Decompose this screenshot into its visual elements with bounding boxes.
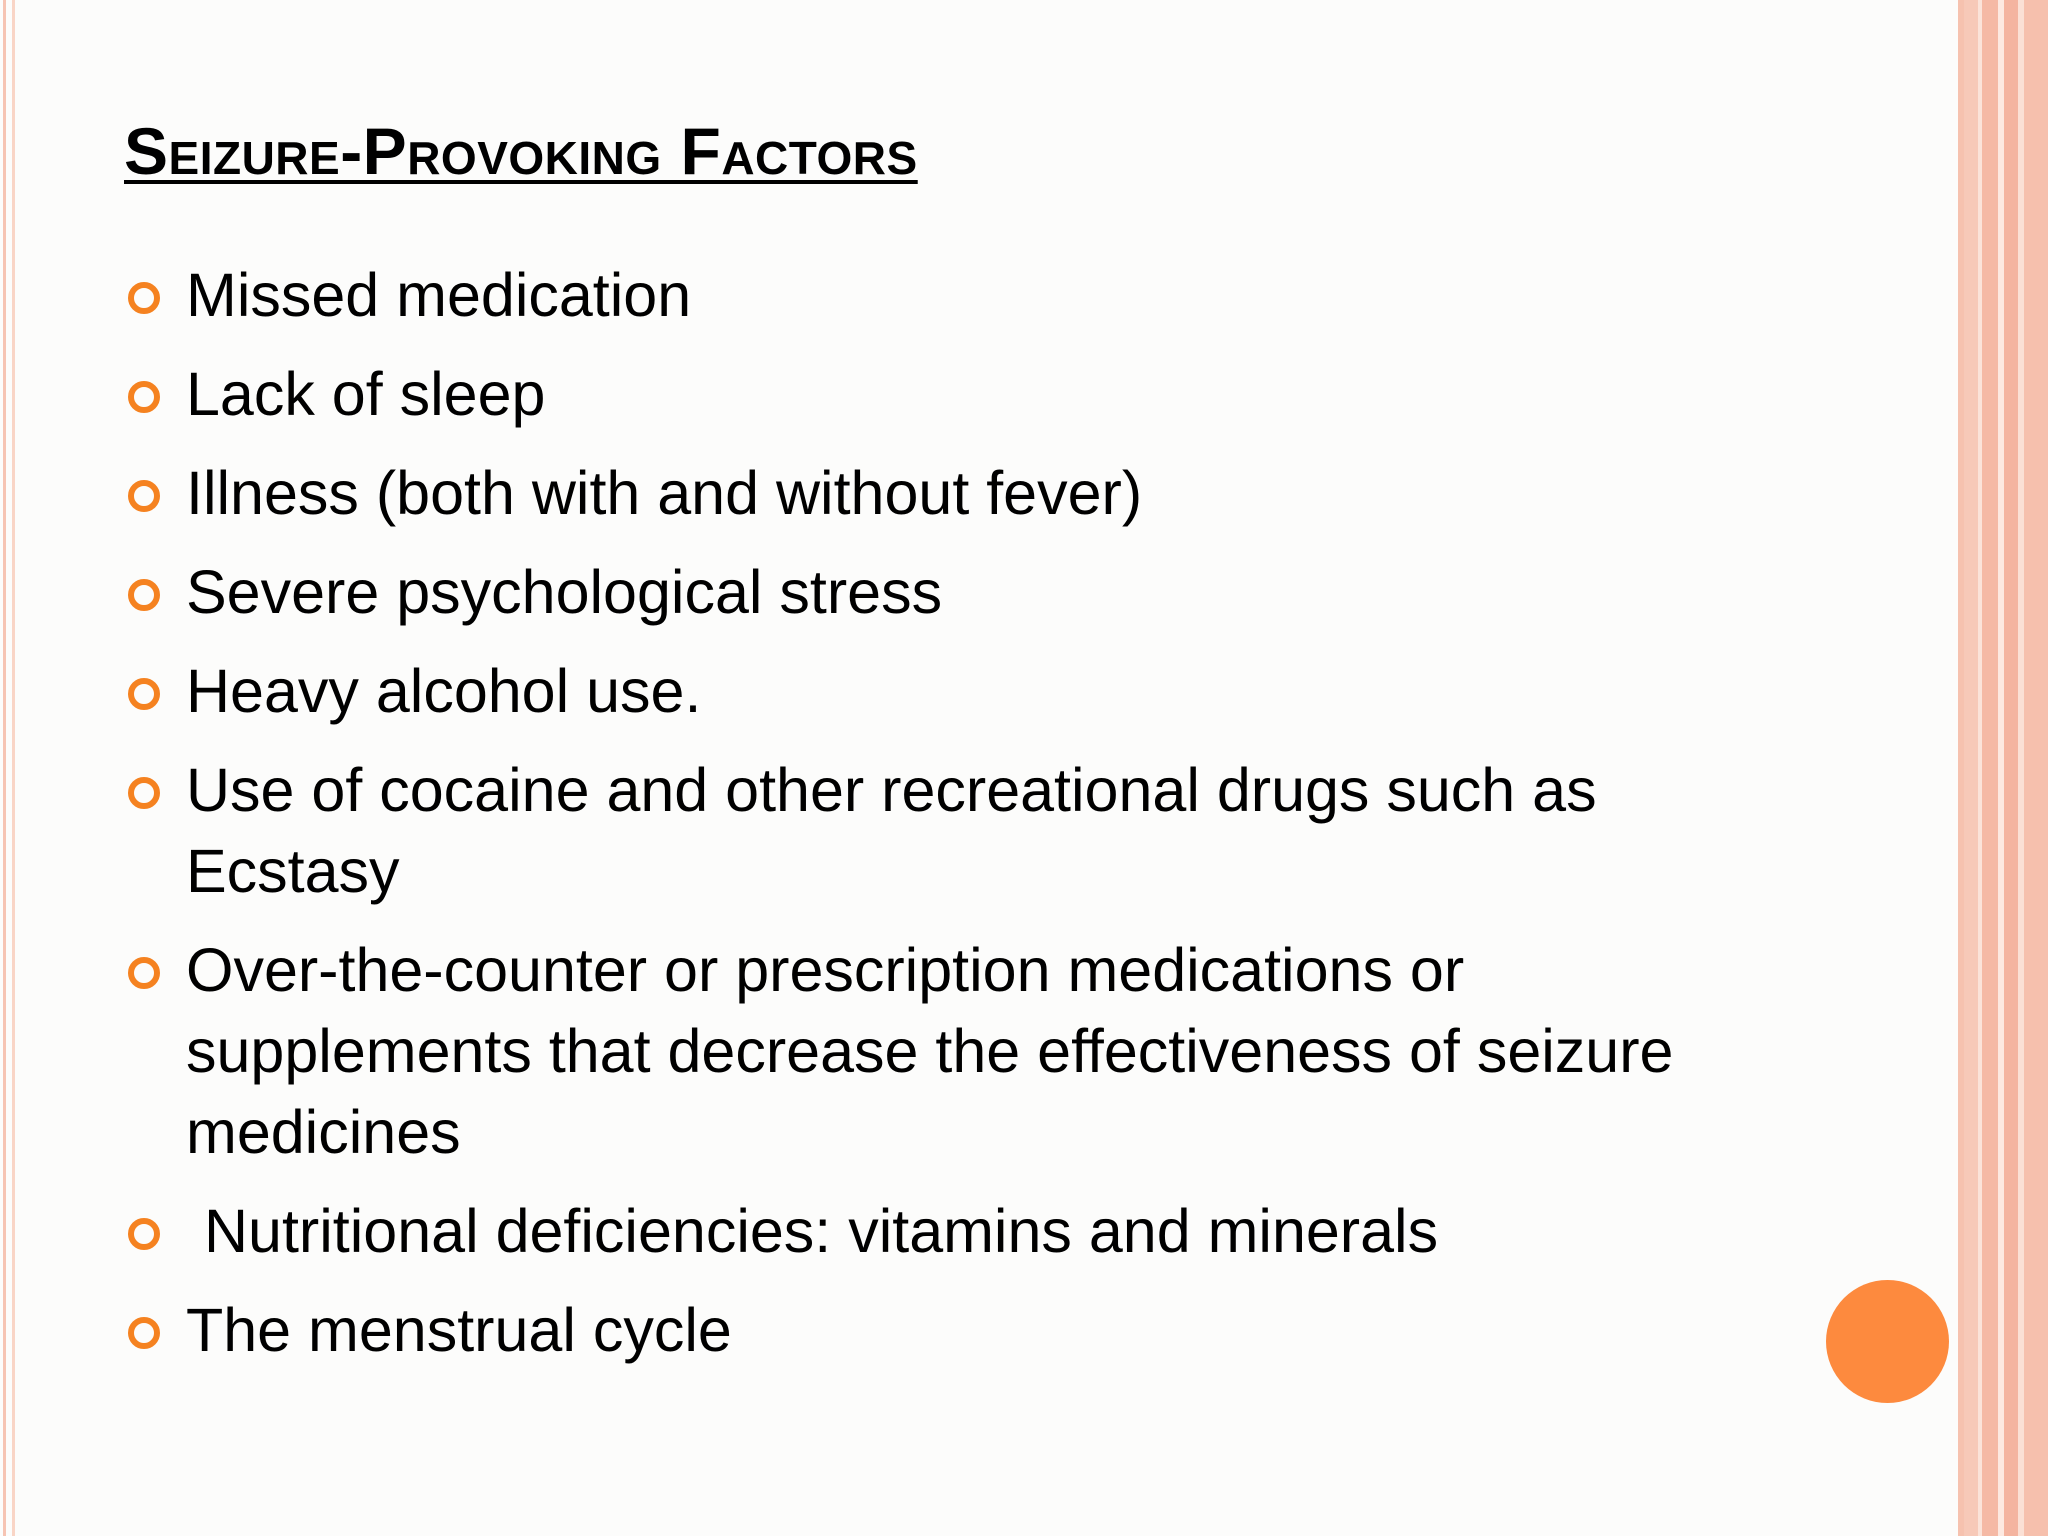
hollow-circle-bullet-icon [128, 1218, 160, 1250]
orange-circle-decoration [1826, 1280, 1949, 1403]
right-border-band [1964, 0, 1978, 1536]
hollow-circle-bullet-icon [128, 381, 160, 413]
bullet-text: Severe psychological stress [186, 558, 943, 626]
left-border-line-inner [12, 0, 15, 1536]
list-item [124, 1290, 1724, 1371]
list-item [124, 1191, 1724, 1272]
list-item [124, 552, 1724, 633]
bullet-text: Over-the-counter or prescription medications or supplements that decrease the effectiveness of seizure medicines [186, 936, 1674, 1166]
hollow-circle-bullet-icon [128, 777, 160, 809]
list-item [124, 930, 1724, 1173]
list-item [124, 453, 1724, 534]
list-item [124, 750, 1724, 912]
list-item [124, 255, 1724, 336]
slide-title: Seizure-Provoking Factors [124, 114, 918, 188]
list-item [124, 354, 1724, 435]
left-border-line-outer [3, 0, 6, 1536]
hollow-circle-bullet-icon [128, 678, 160, 710]
bullet-text: Use of cocaine and other recreational drugs such as Ecstasy [186, 756, 1597, 905]
right-border-band [2024, 0, 2048, 1536]
right-border-band [1982, 0, 1998, 1536]
bullet-text: Missed medication [186, 261, 692, 329]
bullet-text: Heavy alcohol use. [186, 657, 702, 725]
bullet-text: Illness (both with and without fever) [186, 459, 1143, 527]
right-border-band [2004, 0, 2018, 1536]
bullet-text: Lack of sleep [186, 360, 546, 428]
bullet-text: Nutritional deficiencies: vitamins and minerals [204, 1197, 1439, 1265]
bullet-list [124, 255, 1724, 1389]
hollow-circle-bullet-icon [128, 1317, 160, 1349]
bullet-text: The menstrual cycle [186, 1296, 732, 1364]
list-item [124, 651, 1724, 732]
hollow-circle-bullet-icon [128, 282, 160, 314]
hollow-circle-bullet-icon [128, 957, 160, 989]
hollow-circle-bullet-icon [128, 579, 160, 611]
hollow-circle-bullet-icon [128, 480, 160, 512]
